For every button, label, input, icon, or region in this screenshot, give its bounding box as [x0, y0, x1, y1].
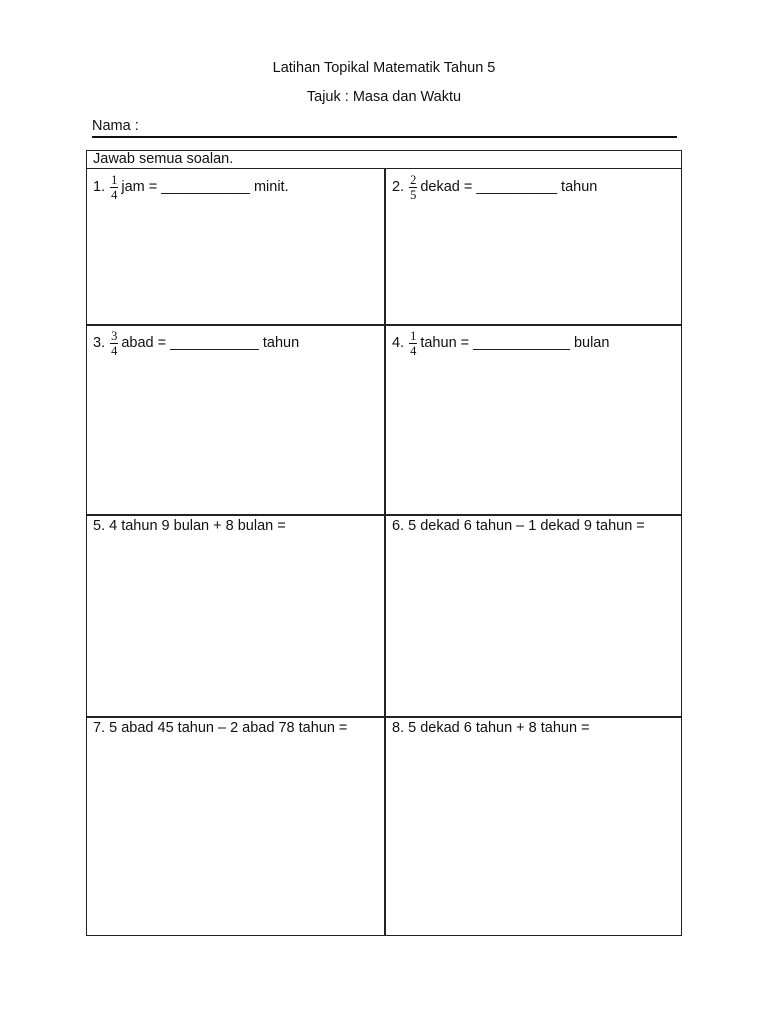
instruction-row	[87, 151, 681, 169]
worksheet-topic: Tajuk : Masa dan Waktu	[306, 89, 462, 105]
fraction-denominator: 4	[410, 344, 417, 358]
fraction-numerator: 1	[410, 329, 417, 343]
question-1	[93, 172, 289, 201]
fraction-numerator: 2	[410, 173, 417, 187]
question-number: 7.	[93, 720, 106, 736]
question-text: jam = ___________ minit.	[121, 178, 289, 195]
fraction-denominator: 4	[111, 344, 118, 358]
question-2	[392, 172, 597, 201]
instruction-text: Jawab semua soalan.	[93, 151, 234, 167]
question-7	[93, 720, 347, 736]
fraction	[110, 173, 118, 202]
question-text: abad = ___________ tahun	[121, 334, 300, 351]
question-grid	[87, 169, 681, 935]
fraction	[409, 329, 417, 358]
question-6	[392, 518, 645, 534]
question-number: 4.	[392, 334, 405, 351]
question-number: 8.	[392, 720, 405, 736]
question-4	[392, 328, 609, 357]
question-8	[392, 720, 590, 736]
question-text: 4 tahun 9 bulan + 8 bulan =	[109, 518, 286, 534]
row-divider	[87, 514, 681, 516]
question-3	[93, 328, 299, 357]
name-field[interactable]	[92, 118, 677, 138]
question-number: 5.	[93, 518, 106, 534]
fraction-denominator: 4	[111, 188, 118, 202]
question-number: 1.	[93, 178, 106, 195]
fraction-numerator: 3	[111, 329, 118, 343]
question-number: 3.	[93, 334, 106, 351]
fraction-numerator: 1	[111, 173, 118, 187]
fraction	[110, 329, 118, 358]
question-number: 2.	[392, 178, 405, 195]
question-text: 5 abad 45 tahun – 2 abad 78 tahun =	[109, 720, 348, 736]
row-divider	[87, 324, 681, 326]
fraction-denominator: 5	[410, 188, 417, 202]
question-text: 5 dekad 6 tahun – 1 dekad 9 tahun =	[408, 518, 645, 534]
question-text: tahun = ____________ bulan	[420, 334, 610, 351]
question-number: 6.	[392, 518, 405, 534]
question-table	[86, 150, 682, 936]
worksheet-title: Latihan Topikal Matematik Tahun 5	[272, 60, 496, 76]
name-label: Nama :	[92, 118, 139, 134]
question-text: dekad = __________ tahun	[420, 178, 598, 195]
row-divider	[87, 716, 681, 718]
question-5	[93, 518, 286, 534]
question-text: 5 dekad 6 tahun + 8 tahun =	[408, 720, 590, 736]
fraction	[409, 173, 417, 202]
column-divider	[384, 169, 386, 935]
